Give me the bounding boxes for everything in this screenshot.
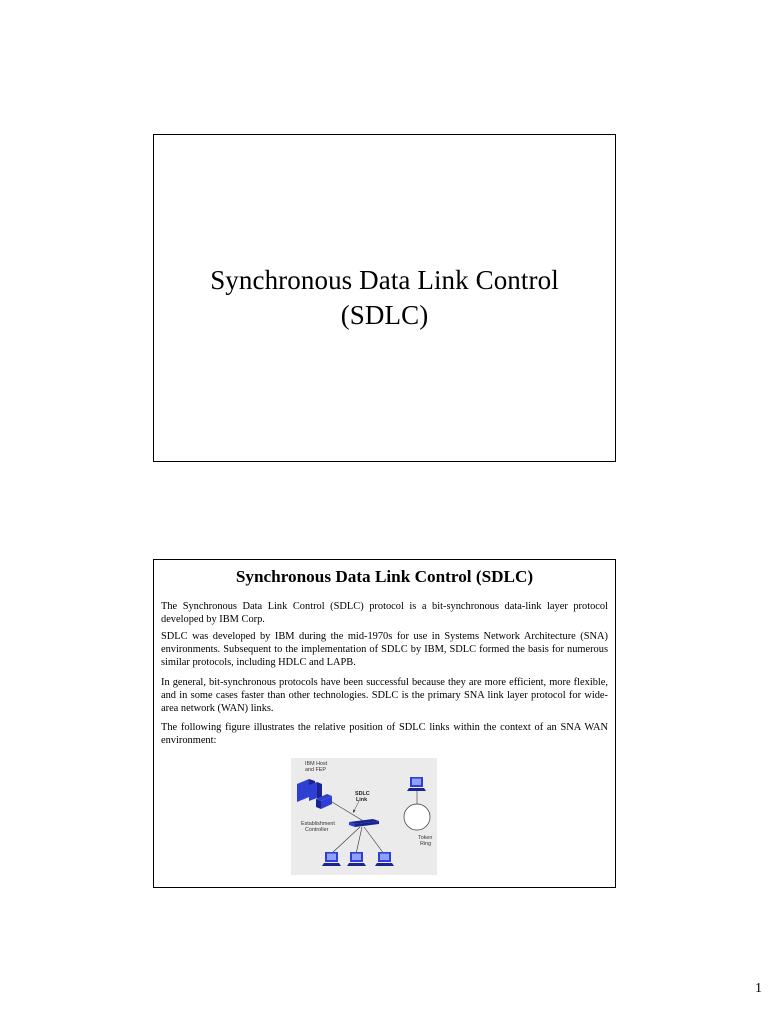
terminal-icon-3: [375, 852, 394, 866]
title-slide: [153, 134, 616, 462]
terminal-icon-1: [322, 852, 341, 866]
sna-wan-diagram: [291, 758, 437, 875]
token-ring-circle: [404, 804, 430, 830]
sna-wan-figure: [291, 758, 437, 875]
ring-workstation-icon: [407, 777, 426, 791]
slide-heading: Synchronous Data Link Control (SDLC): [235, 567, 534, 586]
content-slide: [153, 559, 616, 888]
controller-link-left: [331, 827, 360, 854]
controller-link-right: [364, 827, 384, 854]
controller-label-line1: Establishment: [301, 821, 335, 827]
establishment-controller-icon: [349, 819, 379, 827]
slide-title-line2: (SDLC): [340, 300, 429, 330]
controller-label-line2: Controller: [305, 827, 329, 833]
sdlc-link-label-line1: SDLC: [355, 791, 370, 797]
host-label-line1: IBM Host: [305, 761, 328, 767]
paragraph-efficiency: In general, bit-synchronous protocols have been successful because they are more efficient, more flexible, and in some cases faster than other technologies. SDLC is the primary SNA link layer protocol for wide-area network (WAN) links.: [161, 677, 608, 714]
paragraph-figure-intro: The following figure illustrates the relative position of SDLC links within the context of an SNA WAN environment:: [161, 722, 608, 746]
slide-title-line1: Synchronous Data Link Control: [210, 265, 559, 295]
paragraph-history: SDLC was developed by IBM during the mid-1970s for use in Systems Network Architecture (SNA) environments. Subsequent to the implementation of SDLC by IBM, SDLC formed the basis for numerous similar protocols, including HDLC and LAPB.: [161, 631, 608, 668]
controller-link-center: [356, 827, 362, 854]
ring-label-line2: Ring: [420, 841, 432, 847]
sdlc-link-arrowhead: [353, 810, 356, 814]
sdlc-link-label-line2: Link: [356, 797, 368, 803]
host-label-line2: and FEP: [305, 767, 326, 773]
terminal-icon-2: [347, 852, 366, 866]
paragraph-intro: The Synchronous Data Link Control (SDLC) protocol is a bit-synchronous data-link layer protocol developed by IBM Corp.: [161, 601, 608, 625]
sdlc-link-line: [332, 802, 365, 822]
slide-title: [154, 263, 615, 333]
page-number: 1: [755, 981, 762, 996]
ring-label-line1: Token: [418, 835, 433, 841]
